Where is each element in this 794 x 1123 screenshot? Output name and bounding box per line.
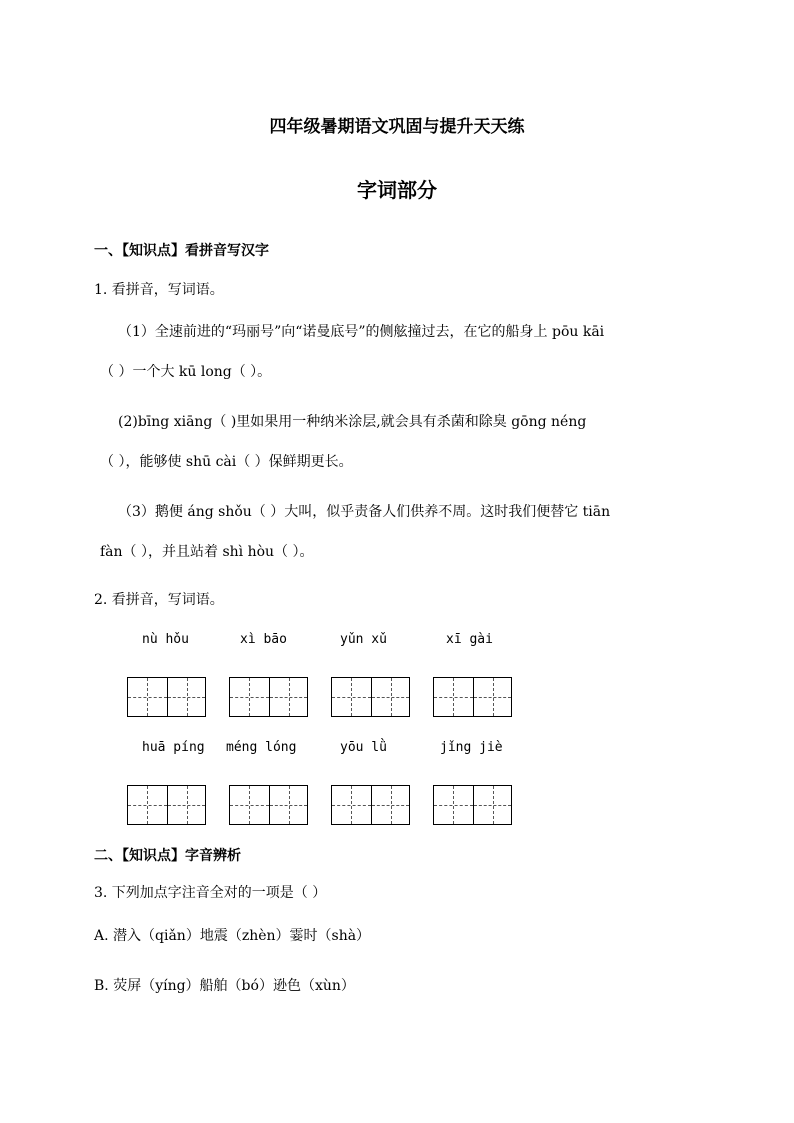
question-1-line: （1）全速前进的“玛丽号”向“诺曼底号”的侧舷撞过去，在它的船身上 pōu kāi	[118, 324, 605, 340]
question-1-line: （3）鹅便 áng shǒu（ ）大叫，似乎责备人们供养不周。这时我们便替它 tiān	[118, 504, 611, 520]
writing-grid-box[interactable]	[127, 677, 206, 717]
writing-cell[interactable]	[230, 786, 269, 824]
writing-grid-box[interactable]	[229, 785, 308, 825]
writing-cell[interactable]	[473, 786, 512, 824]
question-3-prompt: 3. 下列加点字注音全对的一项是（ ）	[94, 885, 327, 901]
writing-grid-box[interactable]	[331, 785, 410, 825]
pinyin-label: nù hǒu	[142, 632, 189, 647]
writing-cell[interactable]	[473, 678, 512, 716]
writing-grid-box[interactable]	[433, 785, 512, 825]
writing-cell[interactable]	[371, 678, 410, 716]
writing-cell[interactable]	[332, 786, 371, 824]
writing-cell[interactable]	[128, 678, 167, 716]
pinyin-label: xì bāo	[240, 632, 287, 647]
pinyin-label: yōu lǜ	[340, 740, 387, 755]
writing-cell[interactable]	[434, 786, 473, 824]
pinyin-label: huā píng	[142, 740, 205, 755]
answer-option-a[interactable]: A. 潜入（qiǎn）地震（zhèn）霎时（shà）	[94, 928, 371, 944]
writing-cell[interactable]	[128, 786, 167, 824]
question-2-prompt: 2. 看拼音，写词语。	[94, 592, 224, 608]
writing-cell[interactable]	[269, 678, 308, 716]
pinyin-label: yǔn xǔ	[340, 632, 387, 647]
question-1-line: （ ）一个大 kū long（ ）。	[100, 364, 272, 380]
writing-cell[interactable]	[269, 786, 308, 824]
writing-cell[interactable]	[332, 678, 371, 716]
question-1-line: （ ），能够使 shū cài（ ）保鲜期更长。	[100, 454, 353, 470]
section-2-heading: 二、【知识点】字音辨析	[94, 848, 241, 864]
writing-grid-box[interactable]	[229, 677, 308, 717]
pinyin-label: xī gài	[446, 632, 493, 647]
answer-option-b[interactable]: B. 荧屏（yíng）船舶（bó）逊色（xùn）	[94, 978, 355, 994]
writing-cell[interactable]	[167, 786, 206, 824]
question-1-prompt: 1. 看拼音，写词语。	[94, 282, 224, 298]
pinyin-label: jǐng jiè	[440, 740, 503, 755]
writing-grid-box[interactable]	[331, 677, 410, 717]
writing-cell[interactable]	[167, 678, 206, 716]
writing-cell[interactable]	[434, 678, 473, 716]
writing-cell[interactable]	[371, 786, 410, 824]
document-title: 四年级暑期语文巩固与提升天天练	[269, 117, 525, 137]
pinyin-label: méng lóng	[226, 740, 297, 755]
question-1-line: (2)bīng xiāng（ )里如果用一种纳米涂层,就会具有杀菌和除臭 gōng néng	[118, 414, 587, 430]
document-subtitle: 字词部分	[357, 178, 437, 202]
writing-grid-box[interactable]	[433, 677, 512, 717]
writing-cell[interactable]	[230, 678, 269, 716]
section-1-heading: 一、【知识点】看拼音写汉字	[94, 243, 269, 259]
writing-grid-box[interactable]	[127, 785, 206, 825]
question-1-line: fàn（ ），并且站着 shì hòu（ ）。	[100, 544, 314, 560]
